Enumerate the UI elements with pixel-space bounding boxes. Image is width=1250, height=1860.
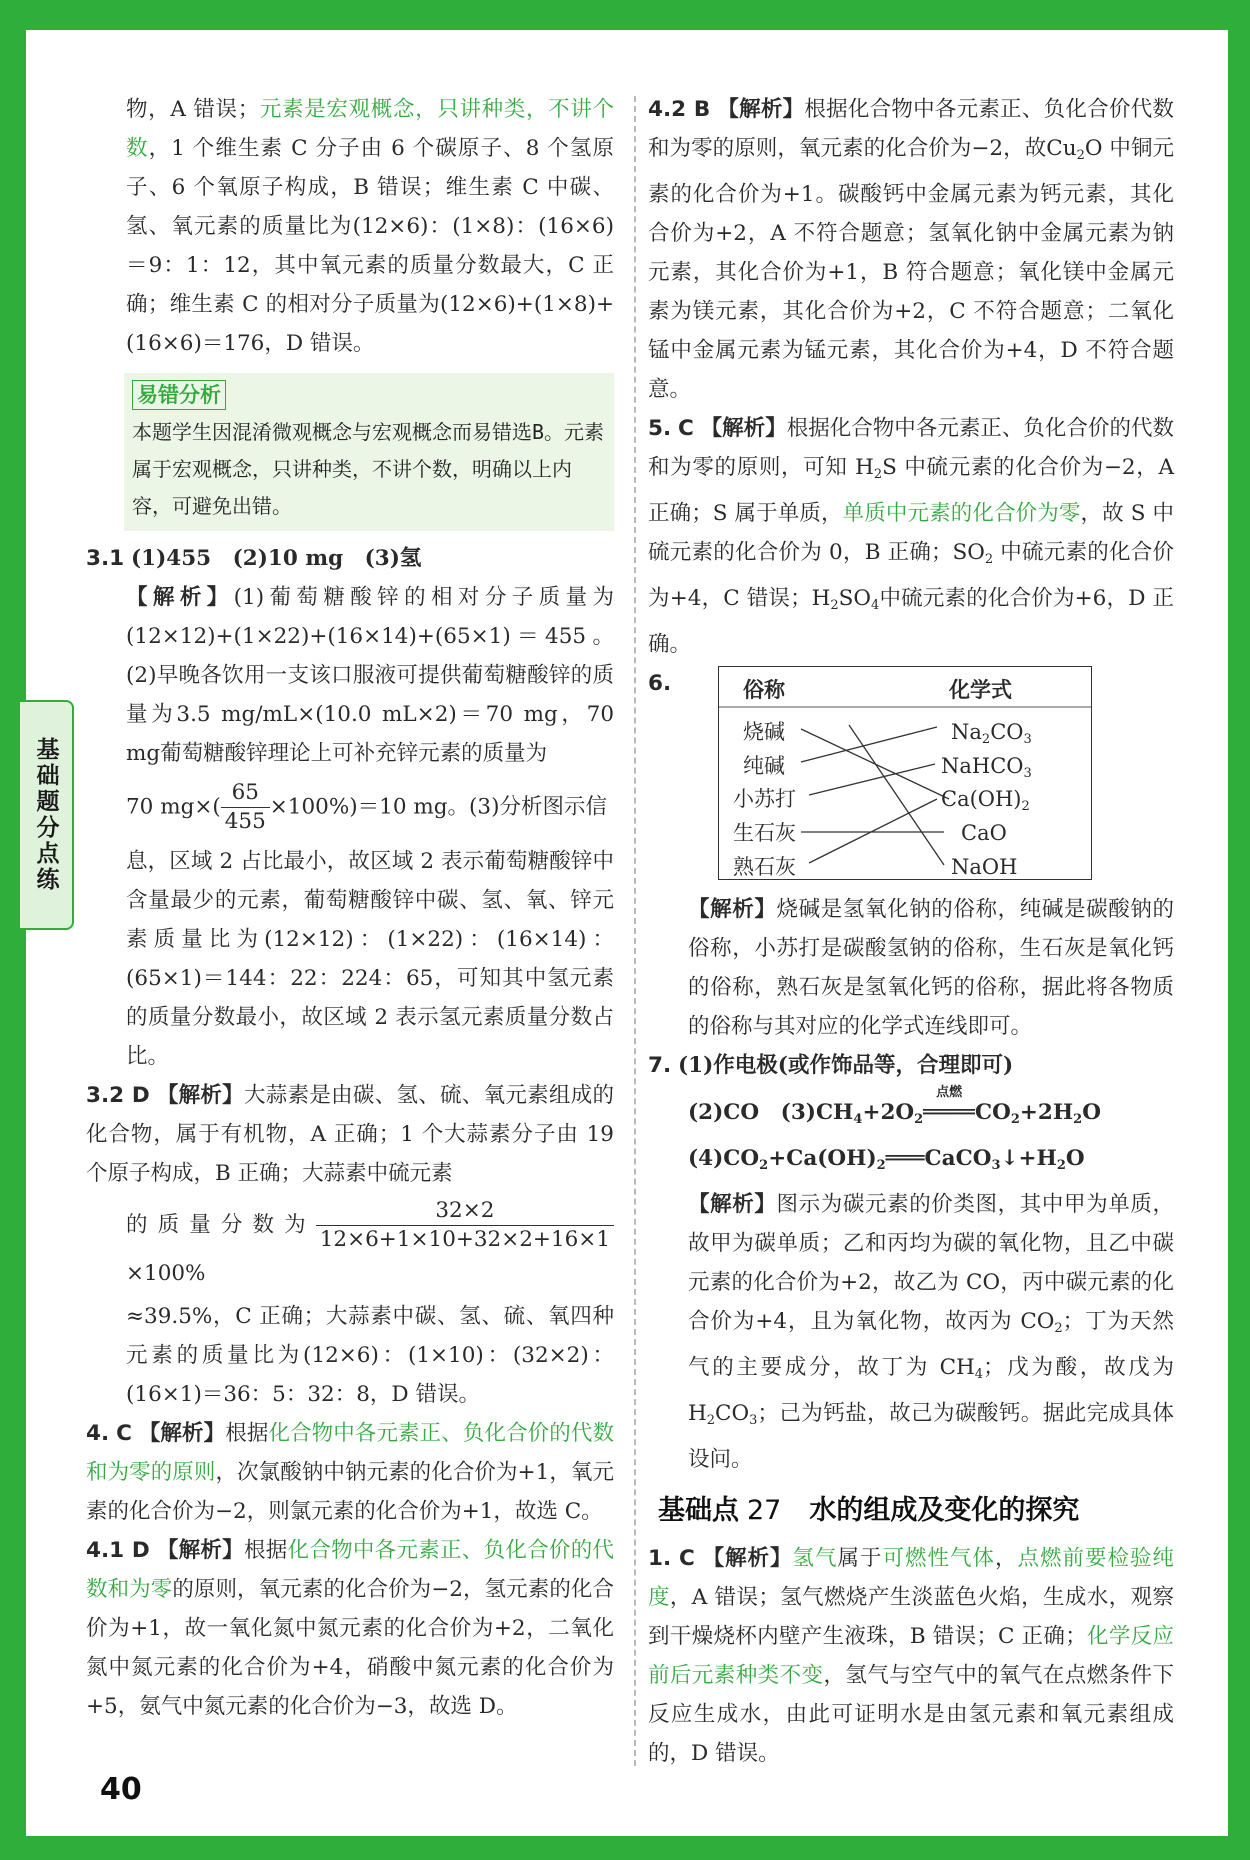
- q6-matching-table: [718, 666, 1092, 880]
- highlight: 点燃前要检验纯度: [648, 1546, 1174, 1610]
- page-frame-bottom: [0, 1836, 1250, 1860]
- column-divider: [634, 96, 636, 1766]
- highlight: 化学反应前后元素种类不变: [648, 1624, 1174, 1688]
- fraction: $\frac{65}{455}$: [221, 779, 270, 836]
- q5-explanation: 5. C 【解析】根据化合物中各元素正、负化合价的代数和为零的原则，可知 $H_2S$ 中硫元素的化合价为−2，A 正确；S 属于单质，单质中元素的化合价为零，故 S 中硫元素的化合价为 0，B 正确；$SO_2$ 中硫元素的化合价为+4，C 错误；$H_2SO_4$中硫元素的化合价为+6，D 正确。: [648, 416, 1174, 657]
- q6-right-item: CaO: [961, 821, 1007, 845]
- q6-left-item: 烧碱: [743, 720, 785, 744]
- highlight: 单质中元素的化合价为零: [842, 501, 1081, 526]
- q4-1-explanation: 4.1 D 【解析】根据化合物中各元素正、负化合价的代数和为零的原则，氧元素的化合价为−2，氢元素的化合价为+1，故一氧化氮中氮元素的化合价为+2，二氧化氮中氮元素的化合价为+4，硝酸中氮元素的化合价为+5，氨气中氮元素的化合价为−3，故选 D。: [86, 1538, 614, 1719]
- highlight: 氢气: [792, 1546, 838, 1571]
- q6-right-item: NaOH: [951, 855, 1018, 879]
- error-analysis-title: 易错分析: [132, 380, 226, 410]
- reaction-arrow: 点燃 ════: [923, 1085, 975, 1125]
- highlight: 可燃性气体: [882, 1546, 995, 1571]
- q7-explanation: 【解析】图示为碳元素的价类图，其中甲为单质，故甲为碳单质；乙和丙均为碳的氧化物，且乙中碳元素的化合价为+2，故乙为 CO，丙中碳元素的化合价为+4，且为氧化物，故丙为 $CO_2$；丁为天然气的主要成分，故丁为 $CH_4$；戊为酸，故戊为 $H_2CO_3$；己为钙盐，故己为碳酸钙。据此完成具体设问。: [688, 1192, 1174, 1472]
- page-frame-left: [0, 0, 26, 1860]
- line-xiaosuda-nahco3: [809, 764, 935, 795]
- page-frame-right: [1228, 0, 1250, 1860]
- page-frame-top: [0, 0, 1250, 30]
- q6-left-item: 小苏打: [733, 787, 796, 811]
- q3-1-explanation: 【解析】(1)葡萄糖酸锌的相对分子质量为(12×12)+(1×22)+(16×14)+(65×1)＝455。(2)早晚各饮用一支该口服液可提供葡萄糖酸锌的质量为3.5 mg/mL×(10.0 mL×2)＝70 mg，70 mg葡萄糖酸锌理论上可补充锌元素的质量为: [126, 585, 614, 766]
- error-analysis-box: [124, 373, 614, 531]
- q7-answer-1: 7. (1)作电极(或作饰品等，合理即可): [648, 1053, 1014, 1078]
- q3-1-explanation-cont: 息，区域 2 占比最小，故区域 2 表示葡萄糖酸锌中含量最少的元素，葡萄糖酸锌中碳、氢、氧、锌元素质量比为(12×12)：(1×22)：(16×14)：(65×1)＝144：22：224：65，可知其中氢元素的质量分数最小，故区域 2 表示氢元素质量分数占比。: [126, 849, 614, 1069]
- q6-right-item: NaHCO$_3$: [941, 754, 1032, 781]
- q3-1-fraction-line: 70 mg×( $\frac{65}{455}$ ×100%)＝10 mg。(3)分析图示信: [126, 780, 607, 834]
- q6-left-item: 熟石灰: [733, 855, 796, 879]
- q4-explanation: 4. C 【解析】根据化合物中各元素正、负化合价的代数和为零的原则，次氯酸钠中钠元素的化合价为+1，氧元素的化合价为−2，则氯元素的化合价为+1，故选 C。: [86, 1421, 614, 1524]
- q7-answer-4: $(4)CO_2+Ca(OH)_2═══CaCO_3↓+H_2O$: [688, 1146, 1085, 1173]
- q3-1-answer: 3.1 (1)455 (2)10 mg (3)氢: [86, 546, 422, 571]
- q6-right-item: $Ca(OH)_2$: [941, 787, 1030, 814]
- side-tab: [20, 700, 74, 930]
- q3-2-explanation: 3.2 D 【解析】大蒜素是由碳、氢、硫、氧元素组成的化合物，属于有机物，A 正确；1 个大蒜素分子由 19 个原子构成，B 正确；大蒜素中硫元素: [86, 1083, 614, 1186]
- right-column: [648, 90, 1174, 1773]
- highlight: 化合物中各元素正、负化合价的代数和为零: [86, 1538, 614, 1602]
- q6-header-formula: 化学式: [949, 678, 1012, 702]
- error-analysis-text: 本题学生因混淆微观概念与宏观概念而易错选B。元素属于宏观概念，只讲种类，不讲个数，明确以上内容，可避免出错。: [132, 420, 605, 518]
- q3-2-fraction-line: 的质量分数为 $\frac{32\times 2}{12\times 6+1\times 10+32\times 2+16\times 1}$ ×100%: [86, 1197, 614, 1293]
- highlight: 化合物中各元素正、负化合价的代数和为零的原则: [86, 1421, 614, 1485]
- fraction: $\frac{32\times 2}{12\times 6+1\times 10+32\times 2+16\times 1}$: [316, 1197, 614, 1254]
- side-tab-label: 基础题分点练: [32, 737, 59, 893]
- page-number: 40: [100, 1772, 142, 1807]
- line-shaojian-naoh-2: [849, 725, 944, 865]
- q4-2-explanation: 4.2 B 【解析】根据化合物中各元素正、负化合价代数和为零的原则，氧元素的化合价为−2，故$Cu_2O$ 中铜元素的化合价为+1。碳酸钙中金属元素为钙元素，其化合价为+2，A 不符合题意；氢氧化钠中金属元素为钠元素，其化合价为+1，B 符合题意；氧化镁中金属元素为镁元素，其化合价为+2，C 不符合题意；二氧化锰中金属元素为锰元素，其化合价为+4，D 不符合题意。: [648, 97, 1174, 402]
- q7-answer-2-3: (2)CO $(3)CH_4+2O_2$ 点燃 $════CO_2+2H_2O$: [648, 1093, 1174, 1139]
- q6-left-item: 纯碱: [743, 754, 785, 778]
- q3-2-explanation-cont: ≈39.5%，C 正确；大蒜素中碳、氢、硫、氧四种元素的质量比为(12×6)：(1×10)：(32×2)：(16×1)＝36：5：32：8，D 错误。: [126, 1304, 614, 1407]
- q6-matching-block: 6. 俗称 化学式 烧碱 纯碱 小苏打 生石灰 熟石灰 $Na_2CO_3$ NaHCO$_3$ $Ca(OH)_2$ CaO NaOH: [688, 664, 1174, 890]
- left-column: [86, 90, 614, 1726]
- section-heading: 基础点 27 水的组成及变化的探究: [658, 1495, 1080, 1526]
- s27-q1-explanation: 1. C 【解析】氢气属于可燃性气体，点燃前要检验纯度，A 错误；氢气燃烧产生淡蓝色火焰，生成水，观察到干燥烧杯内壁产生液珠，B 错误；C 正确；化学反应前后元素种类不变，氢气与空气中的氧气在点燃条件下反应生成水，由此可证明水是由氢元素和氧元素组成的，D 错误。: [648, 1546, 1174, 1766]
- highlight: 元素是宏观概念，只讲种类，不讲个数: [126, 97, 614, 161]
- line-chunjian-na2co3: [801, 727, 937, 762]
- line-shushihui-caoh2: [809, 799, 937, 863]
- q6-header-common-name: 俗称: [743, 678, 785, 702]
- q6-right-item: $Na_2CO_3$: [951, 720, 1032, 747]
- q6-explanation: 【解析】烧碱是氢氧化钠的俗称，纯碱是碳酸钠的俗称，小苏打是碳酸氢钠的俗称，生石灰是氧化钙的俗称，熟石灰是氢氧化钙的俗称，据此将各物质的俗称与其对应的化学式连线即可。: [688, 897, 1174, 1039]
- q2-continuation: 物，A 错误；元素是宏观概念，只讲种类，不讲个数，1 个维生素 C 分子由 6 个碳原子、8 个氢原子、6 个氧原子构成，B 错误；维生素 C 中碳、氢、氧元素的质量比为(12×6)：(1×8)：(16×6)＝9：1：12，其中氧元素的质量分数最大，C 正确；维生素 C 的相对分子质量为(12×6)+(1×8)+(16×6)＝176，D 错误。: [126, 97, 614, 356]
- q6-left-item: 生石灰: [733, 821, 796, 845]
